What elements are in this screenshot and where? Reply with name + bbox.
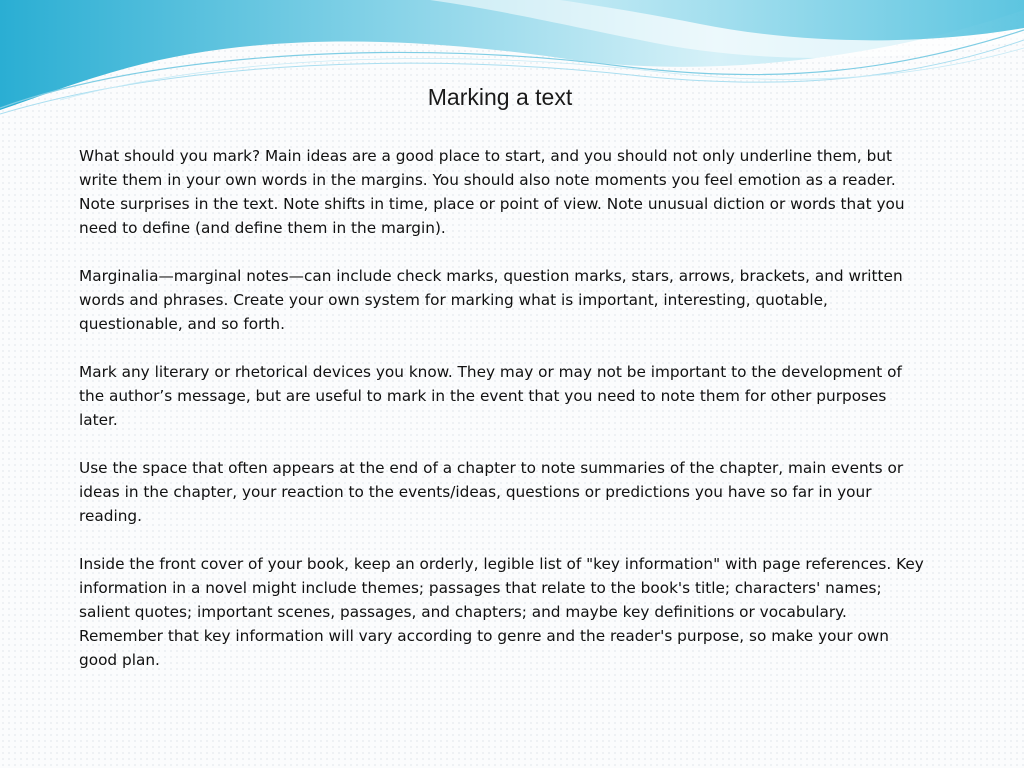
paragraph-marginalia: Marginalia—marginal notes—can include check marks, question marks, stars, arrows, brackets, and written words and phrases. Create your own system for marking what is important, interesting, quotable, questionable, and so forth. (79, 267, 903, 333)
paragraph-key-information: Inside the front cover of your book, keep an orderly, legible list of "key information" with page references. Key information in a novel might include themes; passages that relate to the book's title; characters' names; salient quotes; important scenes, passages, and chapters; and maybe key definitions or vocabulary. Remember that key information will vary according to genre and the reader's purpose, so make your own good plan. (79, 555, 924, 669)
slide-title-text: Marking a text (427, 84, 573, 110)
paragraph-chapter-end-space: Use the space that often appears at the end of a chapter to note summaries of the chapter, main events or ideas in the chapter, your reaction to the events/ideas, questions or predictions you have so far in your reading. (79, 459, 904, 525)
body-text (79, 144, 929, 696)
slide-title (0, 84, 1000, 111)
paragraph-what-to-mark: What should you mark? Main ideas are a good place to start, and you should not only underline them, but write them in your own words in the margins. You should also note moments you feel emotion as a reader. Note surprises in the text. Note shifts in time, place or point of view. Note unusual diction or words that you need to define (and define them in the margin). (79, 147, 905, 237)
paragraph-literary-devices: Mark any literary or rhetorical devices you know. They may or may not be important to the development of the author’s message, but are useful to mark in the event that you need to note them for other purposes later. (79, 363, 902, 429)
